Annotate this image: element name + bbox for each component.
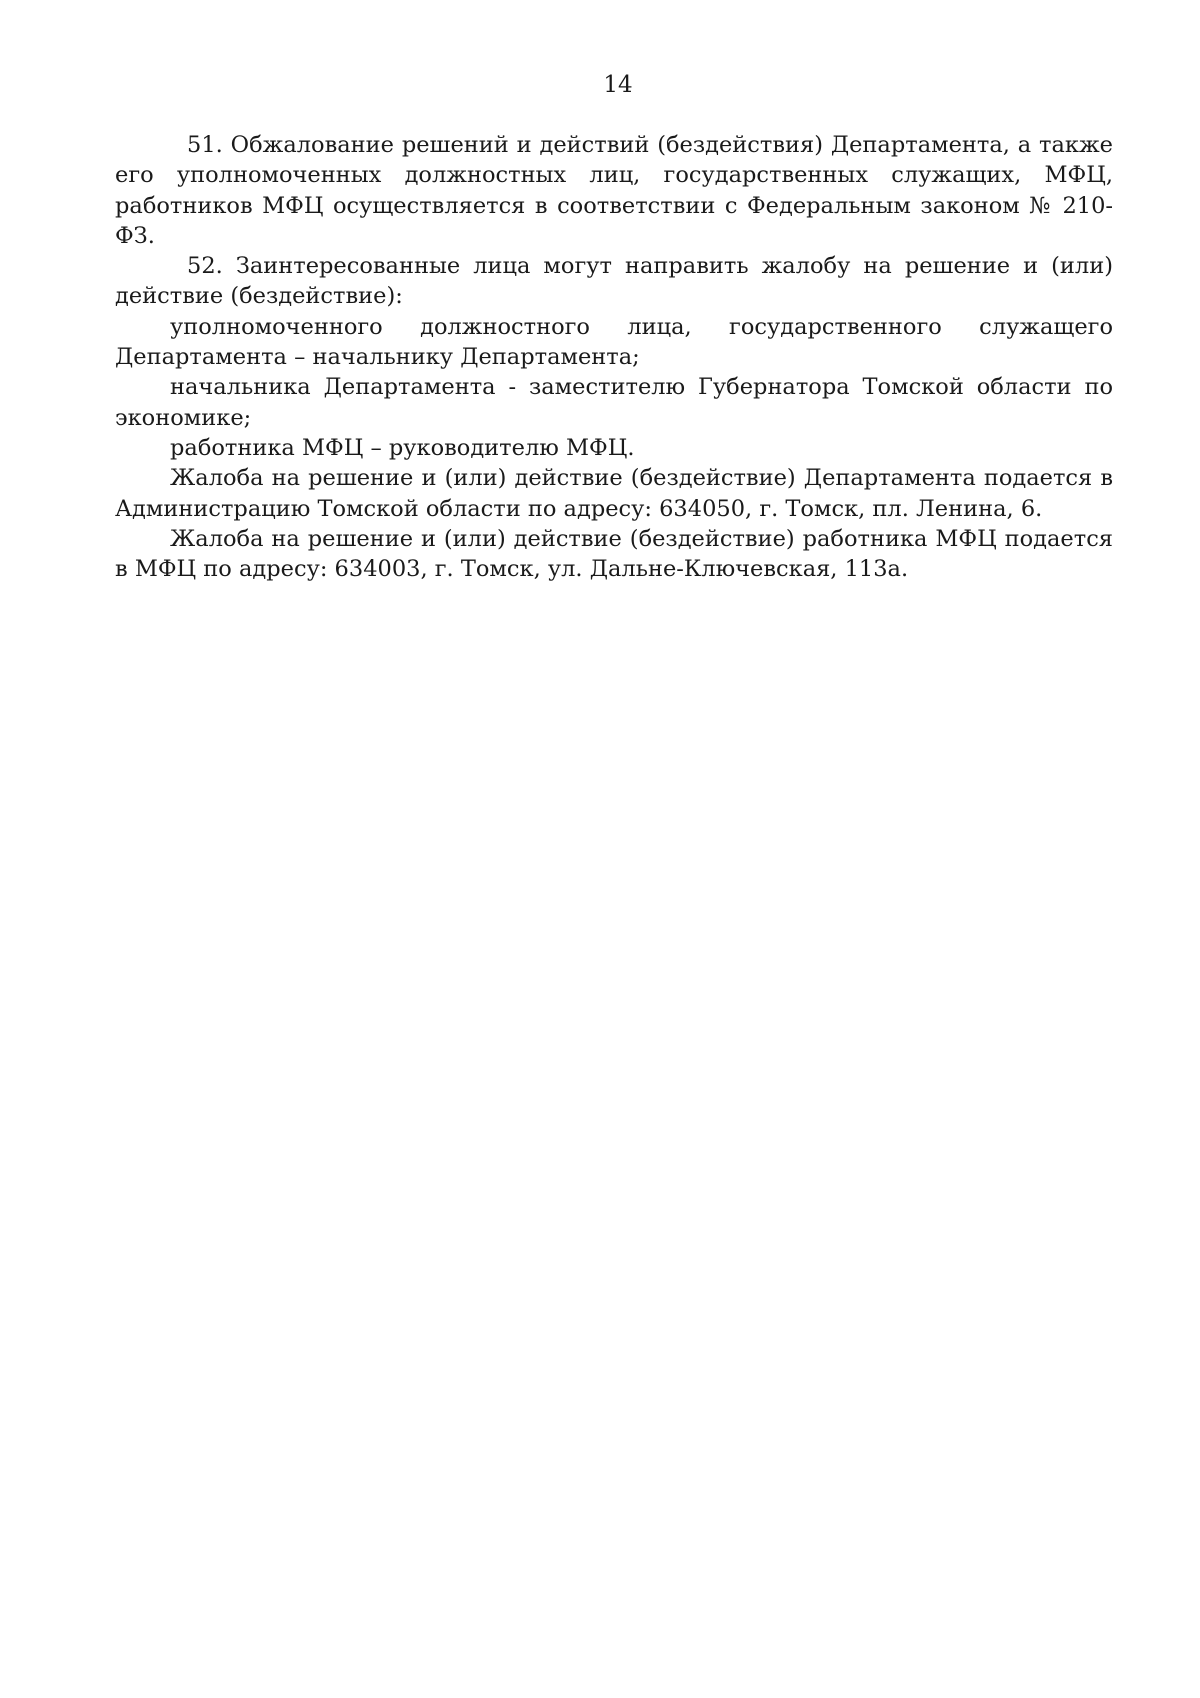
paragraph-complaint-department: Жалоба на решение и (или) действие (бездействие) Департамента подается в Администрацию Томской области по адресу: 634050, г. Томск, пл. Ленина, 6. [115, 465, 1113, 522]
list-item-head: начальника Департамента - заместителю Губернатора Томской области по экономике; [115, 374, 1113, 431]
paragraph-complaint-mfc: Жалоба на решение и (или) действие (бездействие) работника МФЦ подается в МФЦ по адресу: 634003, г. Томск, ул. Дальне-Ключевская, 113а. [115, 525, 1113, 583]
paragraph-52: 52. Заинтересованные лица могут направить жалобу на решение и (или) действие (бездействие): [115, 253, 1113, 310]
list-item-mfc-worker: работника МФЦ – руководителю МФЦ. [170, 434, 635, 461]
paragraph-51: 51. Обжалование решений и действий (бездействия) Департамента, а также его уполномоченных должностных лиц, государственных служащих, МФЦ, работников МФЦ осуществляется в соответствии с Федеральным законом № 210-ФЗ. [115, 132, 1113, 249]
page-number: 14 [603, 72, 633, 98]
list-item-official: уполномоченного должностного лица, государственного служащего Департамента – начальнику Департамента; [115, 313, 1113, 371]
document-body [115, 130, 1113, 584]
